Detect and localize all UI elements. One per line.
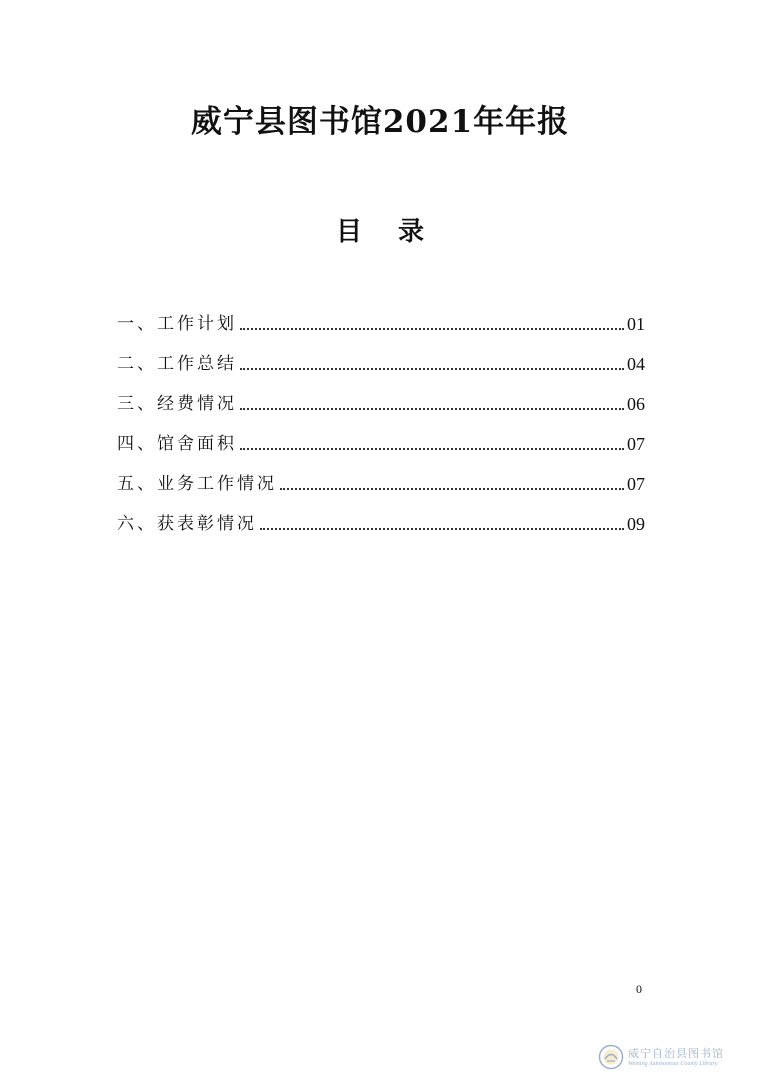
toc-item-label: 三、经费情况 bbox=[117, 394, 237, 414]
toc-dot-leader bbox=[240, 447, 624, 450]
toc-item-building-area[interactable] bbox=[117, 416, 645, 456]
toc-item-page: 06 bbox=[627, 394, 645, 414]
toc-item-label: 五、业务工作情况 bbox=[117, 474, 277, 494]
toc-item-page: 04 bbox=[627, 354, 645, 374]
toc-item-business-work[interactable] bbox=[117, 456, 645, 496]
toc-item-page: 09 bbox=[627, 514, 645, 534]
watermark-name-cn: 威宁自治县图书馆 bbox=[628, 1046, 724, 1060]
toc-item-label: 二、工作总结 bbox=[117, 354, 237, 374]
watermark-text bbox=[628, 1048, 724, 1067]
table-of-contents bbox=[117, 296, 645, 536]
toc-dot-leader bbox=[240, 367, 624, 370]
toc-item-label: 六、获表彰情况 bbox=[117, 514, 257, 534]
toc-dot-leader bbox=[260, 527, 624, 530]
document-title: 威宁县图书馆2021年年报 bbox=[190, 104, 570, 140]
toc-dot-leader bbox=[280, 487, 624, 490]
toc-item-label: 四、馆舍面积 bbox=[117, 434, 237, 454]
toc-item-page: 07 bbox=[627, 434, 645, 454]
library-watermark bbox=[598, 1044, 724, 1070]
library-logo-icon bbox=[598, 1044, 624, 1070]
toc-dot-leader bbox=[240, 327, 624, 330]
toc-item-label: 一、工作计划 bbox=[117, 314, 237, 334]
watermark-name-en: Weining Autonomous County Library bbox=[628, 1060, 718, 1067]
toc-heading: 目录 bbox=[335, 217, 460, 247]
toc-item-work-summary[interactable] bbox=[117, 336, 645, 376]
toc-item-work-plan[interactable] bbox=[117, 296, 645, 336]
toc-item-funding[interactable] bbox=[117, 376, 645, 416]
toc-dot-leader bbox=[240, 407, 624, 410]
page-number: 0 bbox=[636, 982, 642, 996]
toc-item-awards[interactable] bbox=[117, 496, 645, 536]
toc-item-page: 07 bbox=[627, 474, 645, 494]
toc-item-page: 01 bbox=[627, 314, 645, 334]
